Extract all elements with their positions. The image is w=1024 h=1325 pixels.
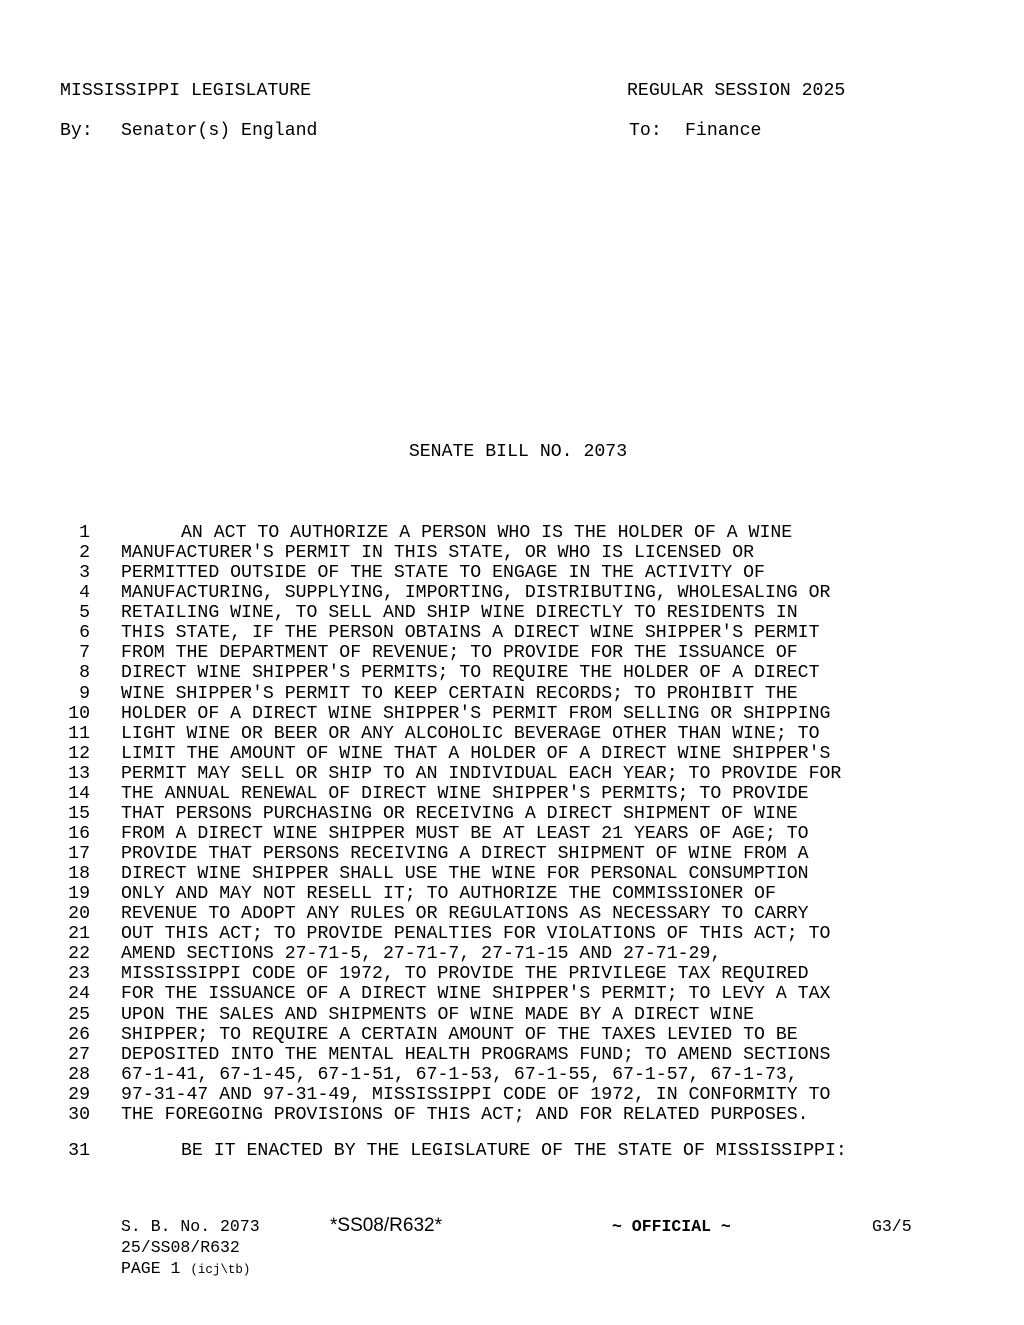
line-text: WINE SHIPPER'S PERMIT TO KEEP CERTAIN RECORDS; TO PROHIBIT THE — [121, 683, 798, 704]
bill-line — [0, 524, 1024, 544]
bill-line — [0, 945, 1024, 965]
bill-line — [0, 765, 1024, 785]
bill-line — [0, 965, 1024, 985]
by-label: By: — [60, 121, 93, 141]
line-number: 20 — [68, 904, 90, 925]
line-text: OUT THIS ACT; TO PROVIDE PENALTIES FOR VIOLATIONS OF THIS ACT; TO — [121, 924, 831, 945]
bill-body — [0, 524, 1024, 1126]
bill-line — [0, 845, 1024, 865]
line-text: MANUFACTURER'S PERMIT IN THIS STATE, OR WHO IS LICENSED OR — [121, 543, 755, 564]
bill-line — [0, 925, 1024, 945]
line-number: 28 — [68, 1064, 90, 1085]
line-text: RETAILING WINE, TO SELL AND SHIP WINE DIRECTLY TO RESIDENTS IN — [121, 603, 798, 624]
footer-doc-code: 25/SS08/R632 — [121, 1238, 240, 1257]
bill-line — [0, 825, 1024, 845]
bill-line — [0, 785, 1024, 805]
line-number: 12 — [68, 743, 90, 764]
bill-line — [0, 1066, 1024, 1086]
line-number: 29 — [68, 1084, 90, 1105]
committee-name: Finance — [685, 121, 762, 141]
line-text: DIRECT WINE SHIPPER SHALL USE THE WINE FOR PERSONAL CONSUMPTION — [121, 864, 809, 885]
bill-line — [0, 685, 1024, 705]
line-text: PERMIT MAY SELL OR SHIP TO AN INDIVIDUAL EACH YEAR; TO PROVIDE FOR — [121, 763, 842, 784]
line-text: MANUFACTURING, SUPPLYING, IMPORTING, DISTRIBUTING, WHOLESALING OR — [121, 583, 831, 604]
barcode-text: *SS08/R632* — [330, 1215, 442, 1236]
bill-line — [0, 805, 1024, 825]
official-label: ~ OFFICIAL ~ — [612, 1217, 731, 1236]
line-text: 97-31-47 AND 97-31-49, MISSISSIPPI CODE OF 1972, IN CONFORMITY TO — [121, 1084, 831, 1105]
footer-section-code: G3/5 — [872, 1217, 912, 1236]
bill-line — [0, 664, 1024, 684]
typist-initials: (icj\tb) — [190, 1263, 251, 1277]
bill-line — [0, 985, 1024, 1005]
line-number: 9 — [79, 683, 90, 704]
line-number: 27 — [68, 1044, 90, 1065]
line-text: SHIPPER; TO REQUIRE A CERTAIN AMOUNT OF THE TAXES LEVIED TO BE — [121, 1024, 798, 1045]
line-text: PROVIDE THAT PERSONS RECEIVING A DIRECT SHIPMENT OF WINE FROM A — [121, 844, 809, 864]
line-text: FROM A DIRECT WINE SHIPPER MUST BE AT LEAST 21 YEARS OF AGE; TO — [121, 823, 809, 844]
bill-line — [0, 905, 1024, 925]
line-number: 1 — [79, 523, 90, 543]
line-number: 16 — [68, 823, 90, 844]
bill-line — [0, 865, 1024, 885]
line-number: 11 — [68, 723, 90, 744]
line-number: 13 — [68, 763, 90, 784]
line-text: LIGHT WINE OR BEER OR ANY ALCOHOLIC BEVERAGE OTHER THAN WINE; TO — [121, 723, 820, 744]
line-number: 14 — [68, 783, 90, 804]
bill-line — [0, 584, 1024, 604]
line-number: 26 — [68, 1024, 90, 1045]
line-text: AMEND SECTIONS 27-71-5, 27-71-7, 27-71-15 AND 27-71-29, — [121, 944, 722, 965]
line-number: 6 — [79, 623, 90, 644]
line-text: ONLY AND MAY NOT RESELL IT; TO AUTHORIZE THE COMMISSIONER OF — [121, 884, 776, 905]
bill-line — [0, 725, 1024, 745]
line-number: 22 — [68, 944, 90, 965]
line-number: 21 — [68, 924, 90, 945]
line-number: 17 — [68, 844, 90, 864]
line-number: 5 — [79, 603, 90, 624]
bill-line — [0, 745, 1024, 765]
line-number: 19 — [68, 884, 90, 905]
line-number: 24 — [68, 984, 90, 1005]
line-number: 18 — [68, 864, 90, 885]
bill-line — [0, 1026, 1024, 1046]
line-text: DEPOSITED INTO THE MENTAL HEALTH PROGRAMS FUND; TO AMEND SECTIONS — [121, 1044, 831, 1065]
line-number: 25 — [68, 1004, 90, 1025]
line-text: PERMITTED OUTSIDE OF THE STATE TO ENGAGE IN THE ACTIVITY OF — [121, 563, 765, 584]
footer-bill-ref: S. B. No. 2073 — [121, 1217, 260, 1236]
bill-line — [0, 1086, 1024, 1106]
line-text: THE FOREGOING PROVISIONS OF THIS ACT; AND FOR RELATED PURPOSES. — [121, 1104, 809, 1125]
line-text: MISSISSIPPI CODE OF 1972, TO PROVIDE THE PRIVILEGE TAX REQUIRED — [121, 964, 809, 985]
enacting-clause — [0, 1142, 1024, 1162]
line-text: 67-1-41, 67-1-45, 67-1-51, 67-1-53, 67-1-55, 67-1-57, 67-1-73, — [121, 1064, 798, 1085]
bill-title: SENATE BILL NO. 2073 — [408, 442, 628, 462]
line-number: 15 — [68, 803, 90, 824]
legislature-name: MISSISSIPPI LEGISLATURE — [60, 81, 312, 101]
line-number: 30 — [68, 1104, 90, 1125]
line-text: THE ANNUAL RENEWAL OF DIRECT WINE SHIPPER'S PERMITS; TO PROVIDE — [121, 783, 809, 804]
sponsor-name: Senator(s) England — [121, 121, 318, 141]
line-number: 7 — [79, 643, 90, 664]
bill-line — [0, 624, 1024, 644]
line-text: THAT PERSONS PURCHASING OR RECEIVING A DIRECT SHIPMENT OF WINE — [121, 803, 798, 824]
to-label: To: — [629, 121, 662, 141]
line-number: 31 — [68, 1141, 90, 1161]
line-number: 3 — [79, 563, 90, 584]
line-text: FOR THE ISSUANCE OF A DIRECT WINE SHIPPER'S PERMIT; TO LEVY A TAX — [121, 984, 831, 1005]
line-number: 4 — [79, 583, 90, 604]
session-name: REGULAR SESSION 2025 — [627, 81, 846, 101]
line-number: 8 — [79, 663, 90, 684]
line-number: 10 — [68, 703, 90, 724]
line-text: AN ACT TO AUTHORIZE A PERSON WHO IS THE HOLDER OF A WINE — [181, 523, 793, 543]
line-text: BE IT ENACTED BY THE LEGISLATURE OF THE STATE OF MISSISSIPPI: — [181, 1141, 847, 1161]
bill-line — [0, 705, 1024, 725]
footer-page — [121, 1261, 250, 1278]
line-text: UPON THE SALES AND SHIPMENTS OF WINE MADE BY A DIRECT WINE — [121, 1004, 755, 1025]
line-text: THIS STATE, IF THE PERSON OBTAINS A DIRECT WINE SHIPPER'S PERMIT — [121, 623, 820, 644]
line-text: FROM THE DEPARTMENT OF REVENUE; TO PROVIDE FOR THE ISSUANCE OF — [121, 643, 798, 664]
line-text: REVENUE TO ADOPT ANY RULES OR REGULATIONS AS NECESSARY TO CARRY — [121, 904, 809, 925]
line-number: 23 — [68, 964, 90, 985]
line-text: LIMIT THE AMOUNT OF WINE THAT A HOLDER OF A DIRECT WINE SHIPPER'S — [121, 743, 831, 764]
bill-line — [0, 604, 1024, 624]
page-label: PAGE 1 — [121, 1259, 181, 1278]
bill-line — [0, 1106, 1024, 1126]
bill-line — [0, 564, 1024, 584]
bill-line — [0, 1046, 1024, 1066]
bill-line — [0, 544, 1024, 564]
line-text: HOLDER OF A DIRECT WINE SHIPPER'S PERMIT FROM SELLING OR SHIPPING — [121, 703, 831, 724]
line-number: 2 — [79, 543, 90, 564]
bill-line — [0, 885, 1024, 905]
bill-line — [0, 644, 1024, 664]
line-text: DIRECT WINE SHIPPER'S PERMITS; TO REQUIRE THE HOLDER OF A DIRECT — [121, 663, 820, 684]
bill-line — [0, 1006, 1024, 1026]
